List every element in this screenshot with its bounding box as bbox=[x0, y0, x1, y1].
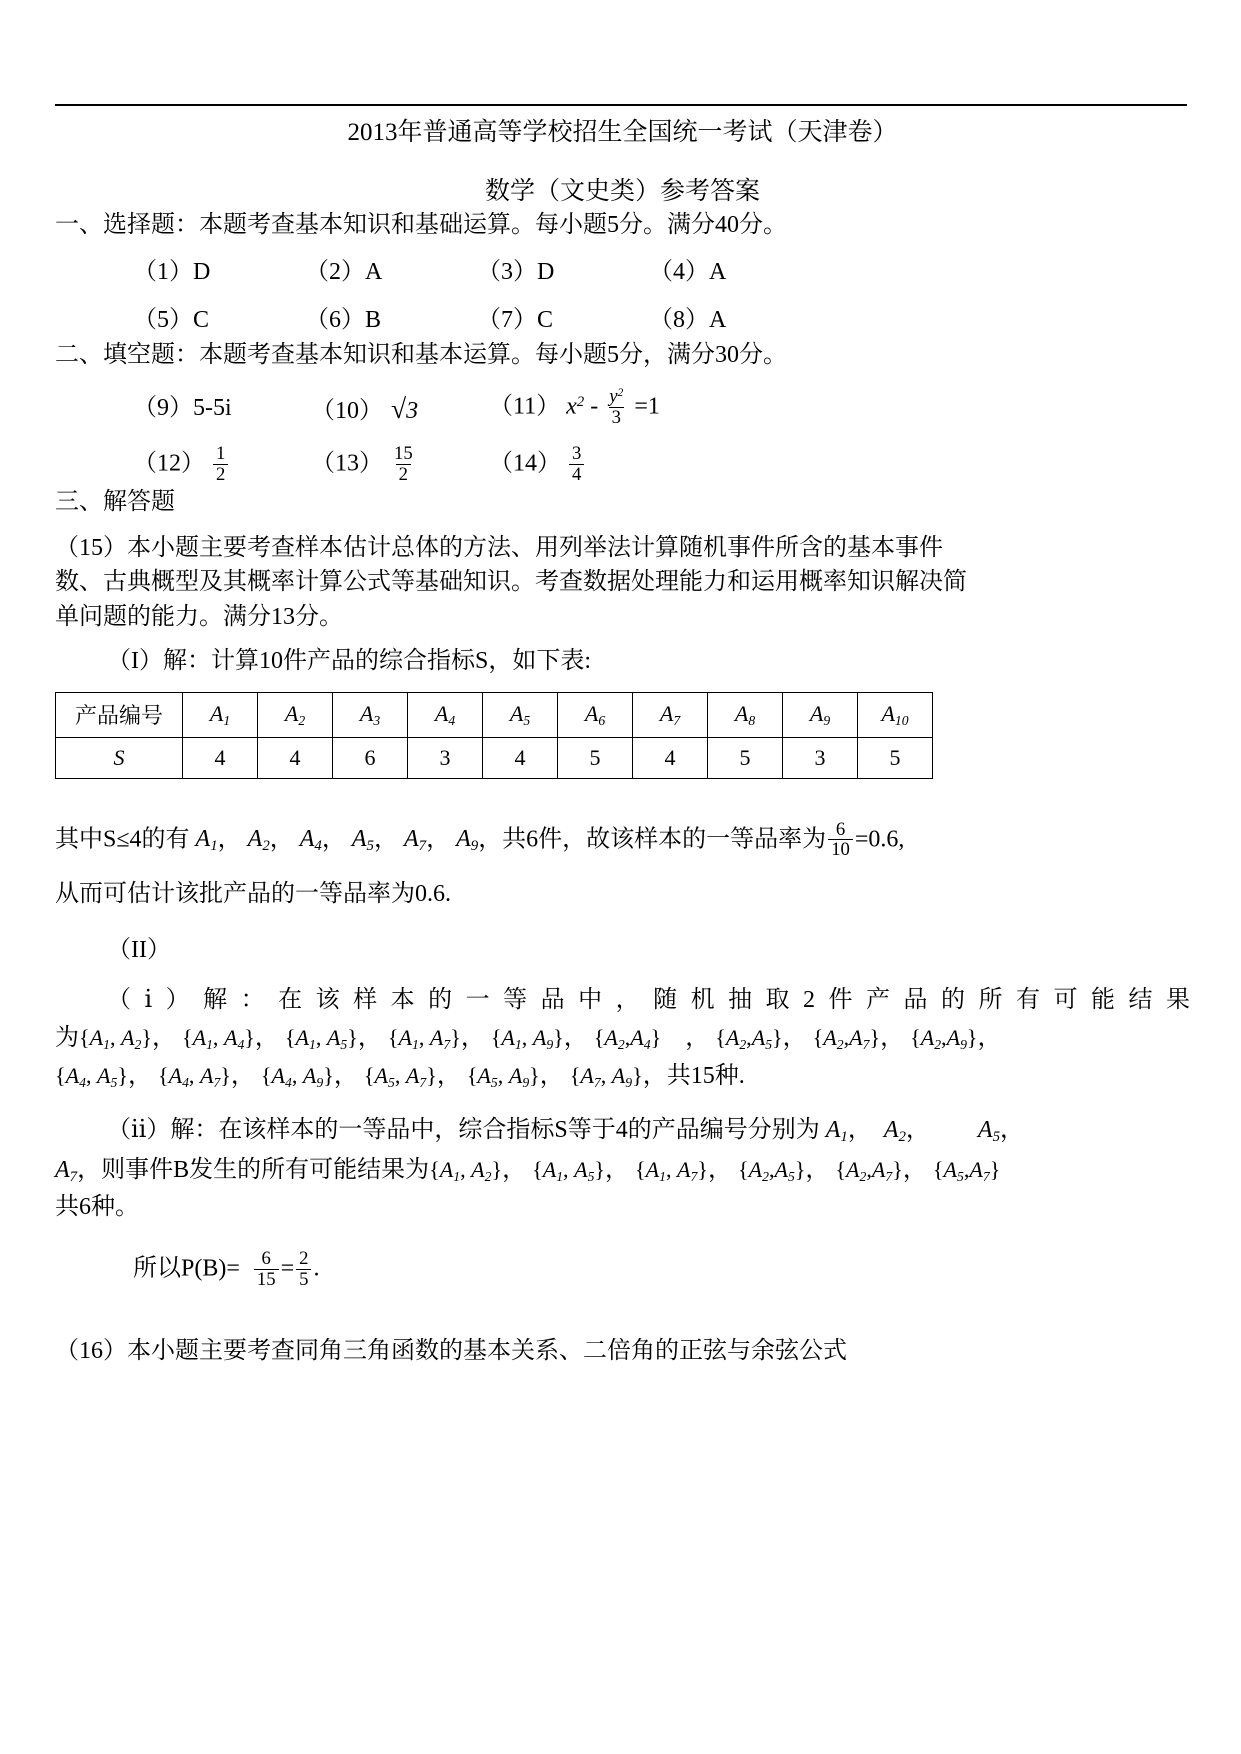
table-header-s: S bbox=[56, 737, 183, 778]
table-cell-product-7: $A_7$ bbox=[633, 692, 708, 737]
table-cell-s-4: 3 bbox=[408, 737, 483, 778]
q15-sub-ii-text: （ⅱ）解：在该样本的一等品中，综合指标S等于4的产品编号分别为 $A_1$， $A_2$， $A_5$， bbox=[107, 1117, 1025, 1146]
choice-answer-5: （5）C bbox=[133, 306, 210, 333]
q15-sub-i-pairs-line-1: 为{$A_1$, $A_2$}， {$A_1$, $A_4$}， {$A_1$, $A_5$}， {$A_1$, $A_7$}， {$A_1$, $A_9$}， $\{A_2,A_4\}$ ， $\{A_2,A_5\}$， $\{A_2,A_7\}$， $\{A_2,A_9\}$， bbox=[55, 1021, 1190, 1055]
choice-answer-1: （1）D bbox=[133, 258, 211, 285]
pair-set: {$A_1$, $A_5$} bbox=[284, 1025, 358, 1053]
pair-set: {$A_5$, $A_9$} bbox=[466, 1063, 540, 1091]
choice-answer-row-2 bbox=[55, 302, 1190, 338]
q15-probability-result: 所以P(B)= $\frac{6}{15}$ = $\frac{2}{5}$ . bbox=[133, 1248, 320, 1290]
table-header-product-id: 产品编号 bbox=[56, 692, 183, 737]
choice-answer-6: （6）B bbox=[305, 306, 382, 333]
item-a5: $A_5$ bbox=[351, 826, 374, 855]
q15-part1-label: （I）解：计算10件产品的综合指标S，如下表: bbox=[107, 647, 592, 674]
q15-sub-ii-line-2: $A_7$，则事件B发生的所有可能结果为{$A_1$, $A_2$}， {$A_1$, $A_5$}， {$A_1$, $A_7$}， $\{A_2,A_5\}$， $\{A_2,A_7\}$， $\{A_5,A_7\}$ bbox=[55, 1153, 1190, 1188]
item-a7: $A_7$ bbox=[403, 826, 427, 855]
table-cell-product-5: $A_5$ bbox=[483, 692, 558, 737]
pair-set: {$A_4$, $A_7$} bbox=[157, 1063, 231, 1091]
pair-set: {$A_1$, $A_7$} bbox=[387, 1025, 461, 1053]
fraction-q13: $\frac{15}{2}$ bbox=[394, 443, 413, 485]
pair-set: {$A_1$, $A_9$} bbox=[490, 1025, 564, 1053]
pair-set: {$A_4$, $A_9$} bbox=[260, 1063, 334, 1091]
pair-set: {$A_1$, $A_5$} bbox=[532, 1156, 606, 1184]
pair-set: {$A_1$, $A_4$} bbox=[181, 1025, 255, 1053]
table-cell-product-4: $A_4$ bbox=[408, 692, 483, 737]
table-cell-s-6: 5 bbox=[558, 737, 633, 778]
pair-set: {$A_4$, $A_5$} bbox=[55, 1063, 128, 1091]
q15-intro-line-2: 数、古典概型及其概率计算公式等基础知识。考查数据处理能力和运用概率知识解决简 bbox=[55, 569, 967, 596]
fraction-q12: $\frac{1}{2}$ bbox=[213, 444, 228, 484]
item-a1: $A_1$ bbox=[825, 1117, 848, 1146]
item-a5: $A_5$ bbox=[977, 1117, 1001, 1146]
solve-section-heading: 三、解答题 bbox=[55, 489, 175, 516]
pair-set: $\{A_5,A_7\}$ bbox=[932, 1156, 1001, 1184]
table-cell-product-2: $A_2$ bbox=[258, 692, 333, 737]
pair-set: $\{A_2,A_5\}$ bbox=[715, 1025, 783, 1053]
table-cell-s-5: 4 bbox=[483, 737, 558, 778]
table-cell-product-9: $A_9$ bbox=[783, 692, 858, 737]
blank-answer-row-2 bbox=[55, 445, 1190, 485]
fraction-2-5: $\frac{2}{5}$ bbox=[296, 1249, 311, 1289]
choice-answer-4: （4）A bbox=[649, 258, 727, 285]
fraction-6-15: $\frac{6}{15}$ bbox=[254, 1249, 279, 1289]
choice-answer-row-1 bbox=[55, 254, 1190, 290]
q15-after-table-line-1: 其中S≤4的有 $A_1$， $A_2$， $A_4$， $A_5$， $A_7$， $A_9$，共6件，故该样本的一等品率为 $\frac{6}{10}$ =0.6, bbox=[55, 818, 905, 861]
pair-set: $\{A_2,A_7\}$ bbox=[835, 1156, 903, 1184]
item-a1: $A_1$ bbox=[195, 826, 218, 855]
table-cell-product-1: $A_1$ bbox=[183, 692, 258, 737]
item-a9: $A_9$ bbox=[456, 826, 479, 855]
table-cell-s-9: 3 bbox=[783, 737, 858, 778]
pair-set: $\{A_2,A_7\}$ bbox=[812, 1025, 881, 1053]
pair-set: $\{A_2,A_4\}$ bbox=[593, 1025, 662, 1053]
comprehensive-index-table bbox=[55, 692, 933, 779]
pair-set: {$A_5$, $A_7$} bbox=[363, 1063, 437, 1091]
blank-answer-11: （11） $x^2$ - $\frac{y^2}{3}$ =1 bbox=[489, 386, 660, 428]
blank-answer-14: （14） $\frac{3}{4}$ bbox=[489, 445, 667, 485]
pair-set: {$A_1$, $A_2$} bbox=[429, 1156, 503, 1184]
blank-section-heading: 二、填空题：本题考查基本知识和基本运算。每小题5分，满分30分。 bbox=[55, 341, 787, 368]
table-cell-s-2: 4 bbox=[258, 737, 333, 778]
choice-section-heading: 一、选择题：本题考查基本知识和基础运算。每小题5分。满分40分。 bbox=[55, 211, 787, 238]
blank-answer-13: （13） $\frac{15}{2}$ bbox=[311, 445, 489, 485]
table-cell-product-8: $A_8$ bbox=[708, 692, 783, 737]
page-content bbox=[55, 0, 1190, 1368]
pair-set: {$A_1$, $A_2$} bbox=[79, 1025, 152, 1053]
table-cell-s-8: 5 bbox=[708, 737, 783, 778]
fraction-q14: $\frac{3}{4}$ bbox=[569, 444, 584, 484]
table-cell-s-7: 4 bbox=[633, 737, 708, 778]
choice-answer-8: （8）A bbox=[649, 306, 727, 333]
sqrt-icon: √3 bbox=[391, 392, 419, 424]
pair-set: {$A_1$, $A_7$} bbox=[635, 1156, 708, 1184]
table-row-header bbox=[56, 692, 933, 737]
choice-answer-7: （7）C bbox=[477, 306, 554, 333]
table-cell-s-3: 6 bbox=[333, 737, 408, 778]
fraction-q11: $\frac{y^2}{3}$ bbox=[609, 386, 624, 428]
table-cell-s-1: 4 bbox=[183, 737, 258, 778]
q15-sub-i-text: （ⅰ）解：在该样本的一等品中，随机抽取2件产品的所有可能结果 bbox=[107, 987, 1190, 1014]
q15-intro-line-3: 单问题的能力。满分13分。 bbox=[55, 603, 343, 630]
pair-set: {$A_7$, $A_9$} bbox=[569, 1063, 643, 1091]
q15-after-table-line-2: 从而可估计该批产品的一等品率为0.6. bbox=[55, 881, 451, 907]
page-subtitle: 数学（文史类）参考答案 bbox=[484, 178, 760, 206]
q15-intro-line-1: （15）本小题主要考查样本估计总体的方法、用列举法计算随机事件所含的基本事件 bbox=[55, 535, 943, 562]
choice-answer-3: （3）D bbox=[477, 258, 555, 285]
table-cell-product-3: $A_3$ bbox=[333, 692, 408, 737]
blank-answer-10: （10） √3 bbox=[311, 388, 489, 429]
q15-sub-i-pairs-line-2: {$A_4$, $A_5$}， {$A_4$, $A_7$}， {$A_4$, $A_9$}， {$A_5$, $A_7$}， {$A_5$, $A_9$}， {$A_7$, $A_9$}，共15种. bbox=[55, 1059, 1190, 1093]
item-a2: $A_2$ bbox=[883, 1117, 906, 1146]
item-a4: $A_4$ bbox=[299, 826, 322, 855]
q15-sub-ii-count: 共6种。 bbox=[55, 1193, 139, 1220]
fraction-six-tenths: $\frac{6}{10}$ bbox=[828, 820, 853, 860]
item-a7: $A_7$ bbox=[55, 1156, 78, 1185]
table-cell-product-10: $A_{10}$ bbox=[858, 692, 933, 737]
table-cell-product-6: $A_6$ bbox=[558, 692, 633, 737]
pair-set: $\{A_2,A_5\}$ bbox=[737, 1156, 806, 1184]
blank-answer-12: （12） $\frac{1}{2}$ bbox=[133, 445, 311, 485]
table-row-s-values bbox=[56, 737, 933, 778]
blank-answer-9: （9）5-5i bbox=[133, 395, 232, 422]
page-title: 2013年普通高等学校招生全国统一考试（天津卷） bbox=[347, 119, 898, 146]
choice-answer-2: （2）A bbox=[305, 258, 383, 285]
pair-set: $\{A_2,A_9\}$ bbox=[910, 1025, 978, 1053]
blank-answer-row-1 bbox=[55, 388, 1190, 429]
item-a2: $A_2$ bbox=[247, 826, 270, 855]
table-cell-s-10: 5 bbox=[858, 737, 933, 778]
q15-part2-label: （II） bbox=[107, 937, 171, 964]
q16-intro: （16）本小题主要考查同角三角函数的基本关系、二倍角的正弦与余弦公式 bbox=[55, 1338, 847, 1365]
